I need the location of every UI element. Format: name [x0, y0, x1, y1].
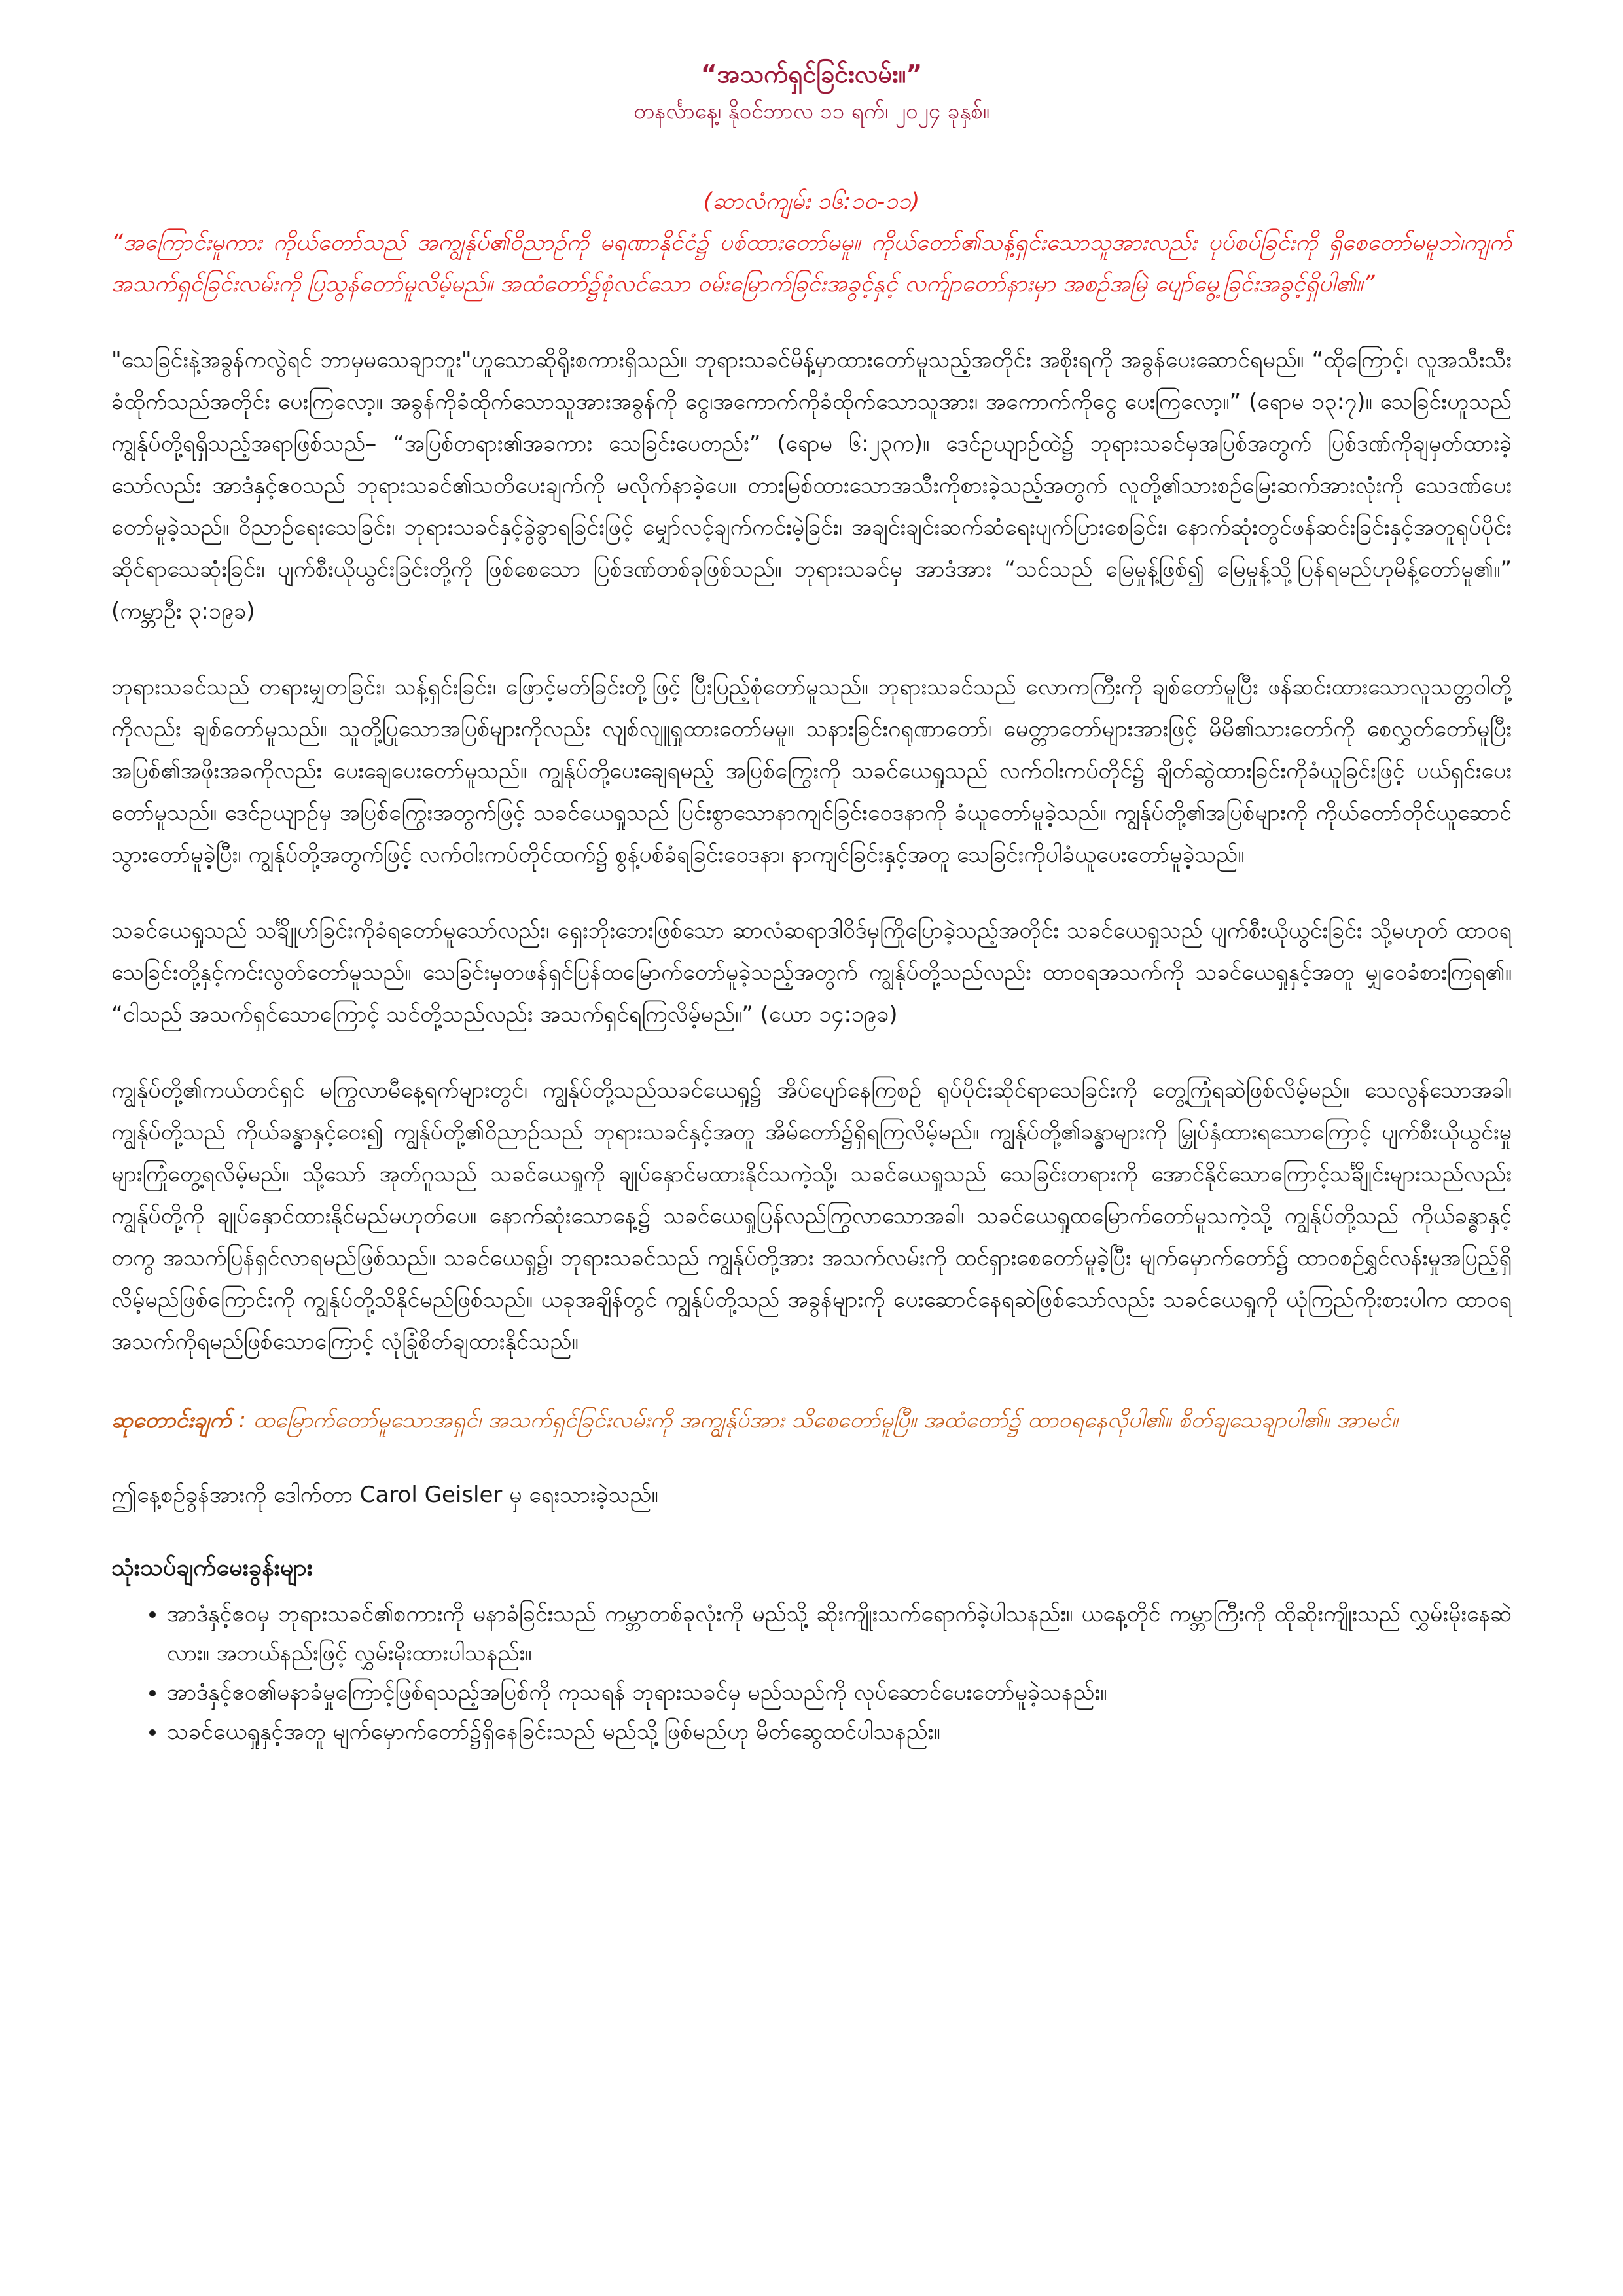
questions-heading: သုံးသပ်ချက်မေးခွန်းများ	[111, 1554, 313, 1581]
body-paragraph-4: ကျွန်ုပ်တို့၏ကယ်တင်ရှင် မကြွလာမီနေ့ရက်များတွင်၊ ကျွန်ုပ်တို့သည်သခင်ယေရှု၌ အိပ်ပျော်နေကြစဉ် ရုပ်ပိုင်းဆိုင်ရာသေခြင်းကို တွေ့ကြုံရဆဲဖြစ်လိမ့်မည်။ သေလွန်သောအခါ၊ ကျွန်ုပ်တို့သည် ကိုယ်ခန္ဓာနှင့်ဝေး၍ ကျွန်ုပ်တို့၏ဝိညာဉ်သည် ဘုရားသခင်နှင့်အတူ အိမ်တော်၌ရှိရကြလိမ့်မည်။ ကျွန်ုပ်တို့၏ခန္ဓာများကို မြှုပ်နှံထားရသောကြောင့် ပျက်စီးယိုယွင်းမှုများကြုံတွေ့ရလိမ့်မည်။ သို့သော် အုတ်ဂူသည် သခင်ယေရှုကို ချုပ်နှောင်မထားနိုင်သကဲ့သို့၊ သခင်ယေရှုသည် သေခြင်းတရားကို အောင်နိုင်သောကြောင့်သင်္ချိုင်းများသည်လည်း ကျွန်ုပ်တို့ကို ချုပ်နှောင်ထားနိုင်မည်မဟုတ်ပေ။ နောက်ဆုံးသောနေ့၌ သခင်ယေရှုပြန်လည်ကြွလာသောအခါ၊ သခင်ယေရှုထမြောက်တော်မူသကဲ့သို့ ကျွန်ုပ်တို့သည် ကိုယ်ခန္ဓာနှင့်တကွ အသက်ပြန်ရှင်လာရမည်ဖြစ်သည်။ သခင်ယေရှု၌၊ ဘုရားသခင်သည် ကျွန်ုပ်တို့အား အသက်လမ်းကို ထင်ရှားစေတော်မူခဲ့ပြီး မျက်မှောက်တော်၌ ထာဝစဉ်ရွှင်လန်းမှုအပြည့်ရှိလိမ့်မည်ဖြစ်ကြောင်းကို ကျွန်ုပ်တို့သိနိုင်မည်ဖြစ်သည်။ ယခုအချိန်တွင် ကျွန်ုပ်တို့သည် အခွန်များကို ပေးဆောင်နေရဆဲဖြစ်သော်လည်း သခင်ယေရှုကို ယုံကြည်ကိုးစားပါက ထာဝရအသက်ကိုရမည်ဖြစ်သောကြောင့် လုံခြုံစိတ်ချထားနိုင်သည်။	[111, 1077, 1512, 1355]
question-item: • အာဒံနှင့်ဧဝမှ ဘုရားသခင်၏စကားကို မနာခံခြင်းသည် ကမ္ဘာတစ်ခုလုံးကို မည်သို့ ဆိုးကျိုးသက်ရောက်ခဲ့ပါသနည်း။ ယနေ့တိုင် ကမ္ဘာကြီးကို ထိုဆိုးကျိုးသည် လွှမ်းမိုးနေဆဲလား။ အဘယ်နည်းဖြင့် လွှမ်းမိုးထားပါသနည်း။	[167, 1594, 1512, 1673]
scripture-block	[111, 181, 1512, 305]
body-paragraph-3: သခင်ယေရှုသည် သင်္ချိုဟ်ခြင်းကိုခံရတော်မူသော်လည်း၊ ရှေးဘိုးဘေးဖြစ်သော ဆာလံဆရာဒါဝိဒ်မှကြိုပြောခဲ့သည့်အတိုင်း သခင်ယေရှုသည် ပျက်စီးယိုယွင်းခြင်း သို့မဟုတ် ထာဝရသေခြင်းတို့နှင့်ကင်းလွတ်တော်မူသည်။ သေခြင်းမှတဖန်ရှင်ပြန်ထမြောက်တော်မူခဲ့သည့်အတွက် ကျွန်ုပ်တို့သည်လည်း ထာဝရအသက်ကို သခင်ယေရှုနှင့်အတူ မျှဝေခံစားကြရ၏။ “ငါသည် အသက်ရှင်သောကြောင့် သင်တို့သည်လည်း အသက်ရှင်ရကြလိမ့်မည်။” (ယော ၁၄:၁၉ခ)	[111, 918, 1512, 1028]
prayer-label: ဆုတောင်းချက်	[111, 1407, 232, 1433]
devotion-date: တနင်္လာနေ့၊ နိုဝင်ဘာလ ၁၁ ရက်၊ ၂၀၂၄ ခုနှစ်။	[633, 98, 990, 124]
body-paragraph-2: ဘုရားသခင်သည် တရားမျှတခြင်း၊ သန့်ရှင်းခြင်း၊ ဖြောင့်မတ်ခြင်းတို့ဖြင့် ပြီးပြည့်စုံတော်မူသည်။ ဘုရားသခင်သည် လောကကြီးကို ချစ်တော်မူပြီး ဖန်ဆင်းထားသောလူသတ္တဝါတို့ကိုလည်း ချစ်တော်မူသည်။ သူတို့ပြုသောအပြစ်များကိုလည်း လျစ်လျူရှုထားတော်မမူ။ သနားခြင်းဂရုဏာတော်၊ မေတ္တာတော်များအားဖြင့် မိမိ၏သားတော်ကို စေလွှတ်တော်မူပြီးအပြစ်၏အဖိုးအခကိုလည်း ပေးချေပေးတော်မူသည်။ ကျွန်ုပ်တို့ပေးချေရမည့် အပြစ်ကြွေးကို သခင်ယေရှုသည် လက်ဝါးကပ်တိုင်၌ ချိတ်ဆွဲထားခြင်းကိုခံယူခြင်းဖြင့် ပယ်ရှင်းပေးတော်မူသည်။ ဒေင်ဥယျာဉ်မှ အပြစ်ကြွေးအတွက်ဖြင့် သခင်ယေရှုသည် ပြင်းစွာသောနာကျင်ခြင်းဝေဒနာကို ခံယူတော်မူခဲ့သည်။ ကျွန်ုပ်တို့၏အပြစ်များကို ကိုယ်တော်တိုင်ယူဆောင်သွားတော်မူခဲ့ပြီး၊ ကျွန်ုပ်တို့အတွက်ဖြင့် လက်ဝါးကပ်တိုင်ထက်၌ စွန့်ပစ်ခံရခြင်းဝေဒနာ၊ နာကျင်ခြင်းနှင့်အတူ သေခြင်းကိုပါခံယူပေးတော်မူခဲ့သည်။	[111, 674, 1512, 868]
question-item: • အာဒံနှင့်ဧဝ၏မနာခံမှုကြောင့်ဖြစ်ရသည့်အပြစ်ကို ကုသရန် ဘုရားသခင်မှ မည်သည်ကို လုပ်ဆောင်ပေးတော်မူခဲ့သနည်း။	[167, 1673, 1512, 1712]
prayer-separator: :	[231, 1407, 253, 1433]
author-credit: ဤနေ့စဉ်ခွန်အားကို ဒေါက်တာ Carol Geisler မှ ရေးသားခဲ့သည်။	[111, 1482, 658, 1508]
scripture-reference: (ဆာလံကျမ်း ၁၆:၁၀-၁၁)	[703, 188, 920, 215]
prayer-text: ထမြောက်တော်မူသောအရှင်၊ အသက်ရှင်ခြင်းလမ်းကို အကျွန်ုပ်အား သိစေတော်မူပြီ။ အထံတော်၌ ထာဝရနေလိုပါ၏။ စိတ်ချသေချာပါ၏။ အာမင်။	[253, 1407, 1398, 1433]
questions-list	[111, 1594, 1512, 1751]
body-paragraph-1: "သေခြင်းနဲ့အခွန်ကလွဲရင် ဘာမှမသေချာဘူး"ဟူသောဆိုရိုးစကားရှိသည်။ ဘုရားသခင်မိန့်မှာထားတော်မူသည့်အတိုင်း အစိုးရကို အခွန်ပေးဆောင်ရမည်။ “ထိုကြောင့်၊ လူအသီးသီးခံထိုက်သည်အတိုင်း ပေးကြလော့။ အခွန်ကိုခံထိုက်သောသူအားအခွန်ကို ငွေ၊အကောက်ကိုခံထိုက်သောသူအား၊ အကောက်ကိုငွေ ပေးကြလော့။” (ရောမ ၁၃:၇)။ သေခြင်းဟူသည် ကျွန်ုပ်တို့ရရှိသည့်အရာဖြစ်သည်– “အပြစ်တရား၏အခကား သေခြင်းပေတည်း” (ရောမ ၆:၂၃က)။ ဒေင်ဥယျာဉ်ထဲ၌ ဘုရားသခင်မှအပြစ်အတွက် ပြစ်ဒဏ်ကိုချမှတ်ထားခဲ့သော်လည်း အာဒံနှင့်ဧဝသည် ဘုရားသခင်၏သတိပေးချက်ကို မလိုက်နာခဲ့ပေ။ တားမြစ်ထားသောအသီးကိုစားခဲ့သည့်အတွက် လူတို့၏သားစဉ်မြေးဆက်အားလုံးကို သေဒဏ်ပေးတော်မူခဲ့သည်။ ဝိညာဉ်ရေးသေခြင်း၊ ဘုရားသခင်နှင့်ခွဲခွာရခြင်းဖြင့် မျှော်လင့်ချက်ကင်းမဲ့ခြင်း၊ အချင်းချင်းဆက်ဆံရေးပျက်ပြားစေခြင်း၊ နောက်ဆုံးတွင်ဖန်ဆင်းခြင်းနှင့်အတူရုပ်ပိုင်းဆိုင်ရာသေဆုံးခြင်း၊ ပျက်စီးယိုယွင်းခြင်းတို့ကို ဖြစ်စေသော ပြစ်ဒဏ်တစ်ခုဖြစ်သည်။ ဘုရားသခင်မှ အာဒံအား “သင်သည် မြေမှုန့်ဖြစ်၍ မြေမှုန့်သို့ပြန်ရမည်ဟုမိန့်တော်မူ၏။” (ကမ္ဘာဦး ၃:၁၉ခ)	[111, 347, 1512, 624]
question-item: • သခင်ယေရှုနှင့်အတူ မျက်မှောက်တော်၌ရှိနေခြင်းသည် မည်သို့ဖြစ်မည်ဟု မိတ်ဆွေထင်ပါသနည်း။	[167, 1712, 1512, 1751]
scripture-text: “အကြောင်းမူကား ကိုယ်တော်သည် အကျွန်ုပ်၏ဝိညာဉ်ကို မရဏာနိုင်ငံ၌ ပစ်ထားတော်မမူ။ ကိုယ်တော်၏သန့်ရှင်းသောသူအားလည်း ပုပ်စပ်ခြင်းကို ရှိစေတော်မမူဘဲ၊ကျက်အသက်ရှင်ခြင်းလမ်းကို ပြသွန်တော်မူလိမ့်မည်။ အထံတော်၌စုံလင်သော ဝမ်းမြောက်ခြင်းအခွင့်နှင့် လက်ျာတော်နားမှာ အစဉ်အမြဲ ပျော်မွေ့ခြင်းအခွင့်ရှိပါ၏။”	[111, 230, 1512, 297]
devotion-title: “အသက်ရှင်ခြင်းလမ်း။”	[700, 60, 923, 88]
prayer-block	[111, 1399, 1512, 1441]
